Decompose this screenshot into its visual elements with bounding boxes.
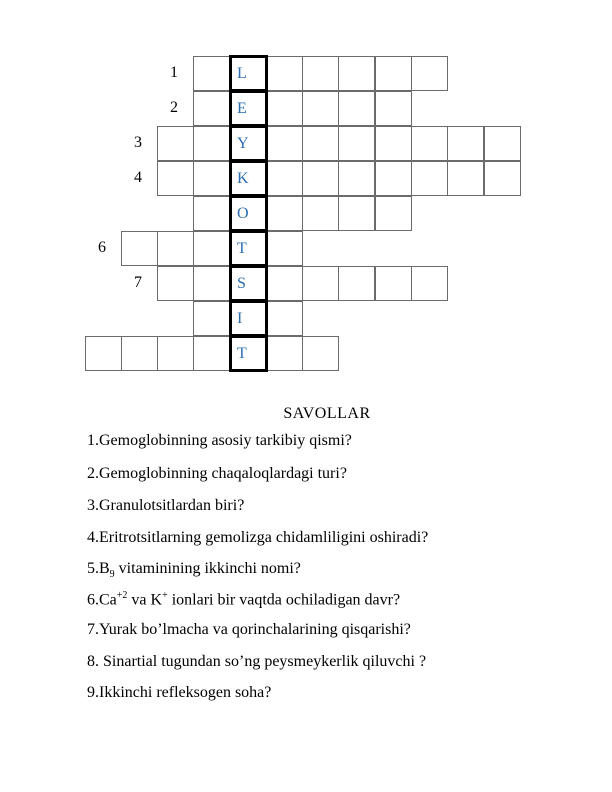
crossword-cell	[193, 161, 230, 196]
crossword-cell	[157, 336, 194, 371]
questions-title: SAVOLLAR	[283, 405, 371, 422]
crossword-cell	[375, 196, 412, 231]
crossword-cell	[157, 231, 194, 266]
crossword-cell	[193, 266, 230, 301]
question-7: 7.Yurak bo’lmacha va qorinchalarining qisqarishi?	[87, 621, 411, 638]
question-1: 1.Gemoglobinning asosiy tarkibiy qismi?	[87, 432, 352, 449]
crossword-cell	[375, 126, 412, 161]
crossword-cell	[302, 91, 339, 126]
crossword-cell	[266, 56, 303, 91]
crossword-key-letter: O	[229, 195, 268, 232]
crossword-cell	[193, 196, 230, 231]
crossword-cell	[266, 336, 303, 371]
crossword-key-letter: K	[229, 160, 268, 197]
crossword-cell	[375, 161, 412, 196]
crossword-cell	[157, 266, 194, 301]
question-9: 9.Ikkinchi refleksogen soha?	[87, 684, 272, 701]
crossword-cell	[411, 266, 448, 301]
crossword-cell	[157, 126, 194, 161]
crossword-row-number: 7	[134, 274, 142, 291]
question-6-post: ionlari bir vaqtda ochiladigan davr?	[167, 591, 401, 609]
crossword-cell	[157, 161, 194, 196]
crossword-cell	[411, 161, 448, 196]
crossword-cell	[193, 336, 230, 371]
crossword-row-number: 4	[134, 169, 142, 186]
crossword-cell	[85, 336, 122, 371]
crossword-cell	[338, 266, 375, 301]
crossword-cell	[338, 91, 375, 126]
crossword-cell	[266, 196, 303, 231]
crossword-row-number: 6	[98, 239, 106, 256]
crossword-cell	[266, 231, 303, 266]
crossword-key-letter: L	[229, 55, 268, 92]
question-5-post: vitaminining ikkinchi nomi?	[114, 560, 301, 577]
crossword-cell	[447, 126, 484, 161]
question-8: 8. Sinartial tugundan so’ng peysmeykerlik qiluvchi ?	[87, 653, 427, 670]
crossword-cell	[302, 196, 339, 231]
crossword-cell	[338, 56, 375, 91]
question-5	[87, 560, 301, 580]
crossword-cell	[266, 301, 303, 336]
crossword-cell	[193, 301, 230, 336]
crossword-cell	[302, 266, 339, 301]
crossword-cell	[266, 91, 303, 126]
crossword-key-letter: T	[229, 230, 268, 267]
question-5-sub: 9	[109, 569, 115, 581]
crossword-key-letter: T	[229, 335, 268, 372]
question-6-mid: va K	[127, 591, 163, 609]
crossword-key-letter: Y	[229, 125, 268, 162]
crossword-key-letter: S	[229, 265, 268, 302]
question-3: 3.Granulotsitlardan biri?	[87, 497, 245, 514]
crossword-row-number: 3	[134, 134, 142, 151]
crossword-key-letter: E	[229, 90, 268, 127]
question-2: 2.Gemoglobinning chaqaloqlardagi turi?	[87, 465, 347, 482]
crossword-cell	[302, 161, 339, 196]
crossword-cell	[338, 161, 375, 196]
crossword-cell	[484, 126, 521, 161]
crossword-cell	[121, 336, 158, 371]
crossword-cell	[338, 126, 375, 161]
crossword-cell	[375, 266, 412, 301]
crossword-cell	[302, 336, 339, 371]
crossword-row-number: 1	[170, 64, 178, 81]
crossword-cell	[447, 161, 484, 196]
crossword-cell	[375, 91, 412, 126]
crossword-row-number: 2	[170, 99, 178, 116]
crossword-cell	[302, 126, 339, 161]
question-6-sup1: +2	[116, 590, 128, 601]
crossword-cell	[193, 91, 230, 126]
question-5-pre: 5.B	[87, 560, 110, 577]
crossword-cell	[484, 161, 521, 196]
question-6	[87, 590, 400, 609]
crossword-cell	[411, 126, 448, 161]
crossword-cell	[193, 56, 230, 91]
crossword-cell	[375, 56, 412, 91]
question-4: 4.Eritrotsitlarning gemolizga chidamliligini oshiradi?	[87, 529, 429, 546]
crossword-cell	[411, 56, 448, 91]
crossword-cell	[302, 56, 339, 91]
crossword-cell	[193, 126, 230, 161]
crossword-cell	[121, 231, 158, 266]
crossword-key-letter: I	[229, 300, 268, 337]
crossword-cell	[338, 196, 375, 231]
crossword-cell	[266, 161, 303, 196]
question-6-sup2: +	[162, 590, 168, 601]
question-6-pre: 6.Ca	[87, 591, 117, 609]
crossword-cell	[266, 266, 303, 301]
crossword-cell	[193, 231, 230, 266]
crossword-grid	[0, 0, 612, 380]
crossword-cell	[266, 126, 303, 161]
